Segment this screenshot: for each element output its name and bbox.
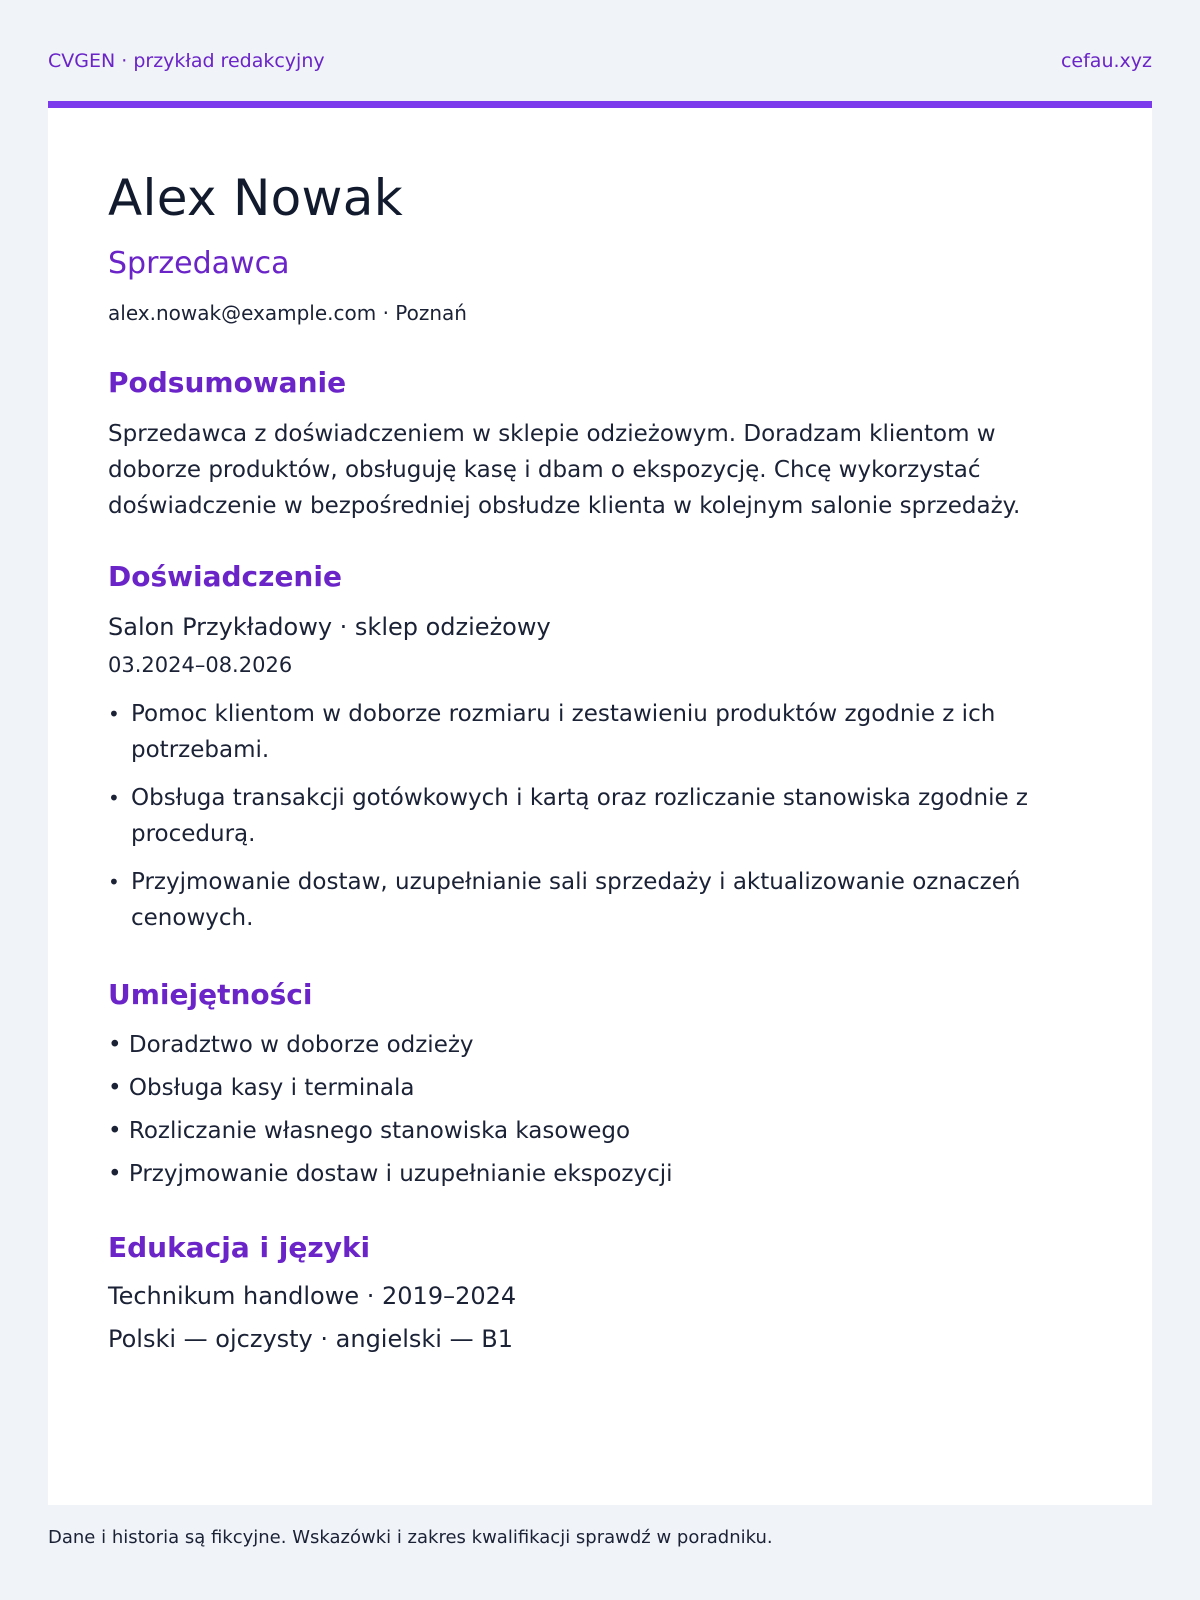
contact-line: alex.nowak@example.com · Poznań <box>108 301 467 325</box>
education-languages: Polski — ojczysty · angielski — B1 <box>108 1325 513 1353</box>
experience-bullet: • Pomoc klientom w doborze rozmiaru i zestawieniu produktów zgodnie z ich potrzebami. <box>108 696 1092 768</box>
summary-text: Sprzedawca z doświadczeniem w sklepie odzieżowym. Doradzam klientom w doborze produktów, obsługuję kasę i dbam o ekspozycję. Chcę wykorzystać doświadczenie w bezpośredniej obsłudze klienta w kolejnym salonie sprzedaży. <box>108 421 1021 519</box>
skill-item: • Przyjmowanie dostaw i uzupełnianie ekspozycji <box>108 1159 1092 1189</box>
top-bar <box>48 50 1152 72</box>
brand-label: CVGEN · przykład redakcyjny <box>48 50 325 72</box>
skill-item: • Obsługa kasy i terminala <box>108 1073 1092 1103</box>
education-school: Technikum handlowe · 2019–2024 <box>108 1282 517 1310</box>
experience-dates: 03.2024–08.2026 <box>108 653 293 677</box>
skills-list <box>108 1030 1092 1189</box>
experience-bullets <box>108 696 1092 936</box>
skill-item: • Rozliczanie własnego stanowiska kasowego <box>108 1116 1092 1146</box>
summary-heading: Podsumowanie <box>108 366 347 399</box>
site-link[interactable]: cefau.xyz <box>1060 50 1152 72</box>
candidate-name: Alex Nowak <box>108 169 403 227</box>
cv-card <box>48 101 1152 1505</box>
experience-company: Salon Przykładowy · sklep odzieżowy <box>108 613 551 641</box>
experience-heading: Doświadczenie <box>108 560 342 593</box>
experience-bullet: • Przyjmowanie dostaw, uzupełnianie sali sprzedaży i aktualizowanie oznaczeń cenowych. <box>108 864 1092 936</box>
skills-heading: Umiejętności <box>108 978 313 1011</box>
candidate-role: Sprzedawca <box>108 246 290 281</box>
footer-note: Dane i historia są fikcyjne. Wskazówki i zakres kwalifikacji sprawdź w poradniku. <box>48 1527 773 1548</box>
skill-item: • Doradztwo w doborze odzieży <box>108 1030 1092 1060</box>
experience-bullet: • Obsługa transakcji gotówkowych i kartą oraz rozliczanie stanowiska zgodnie z procedurą. <box>108 780 1092 852</box>
education-heading: Edukacja i języki <box>108 1231 371 1264</box>
